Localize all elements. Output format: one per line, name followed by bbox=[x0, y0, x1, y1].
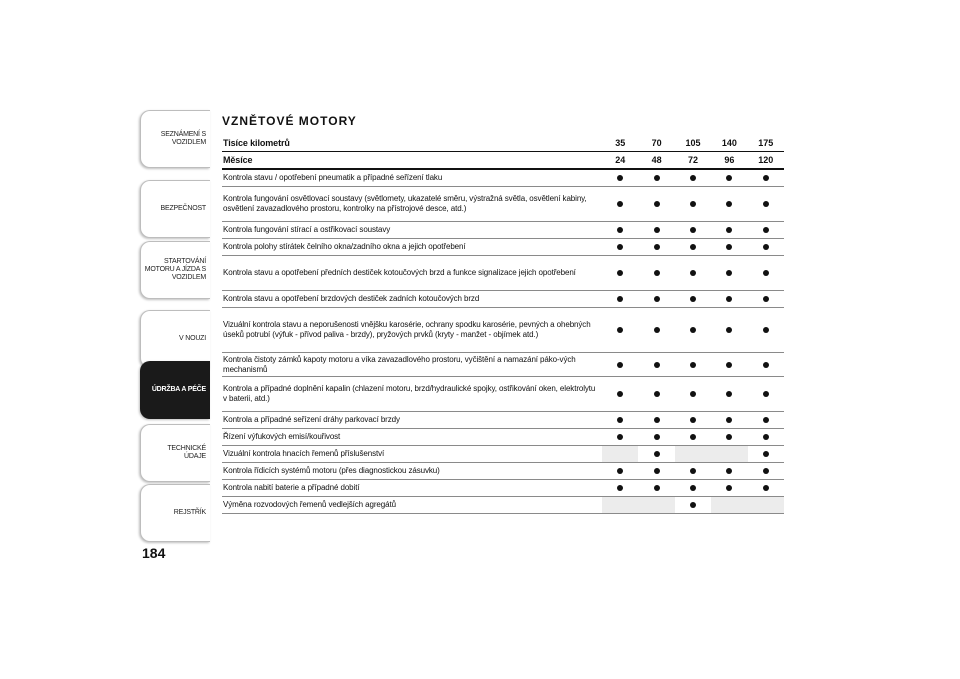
table-header-months bbox=[222, 152, 784, 170]
interval-cell bbox=[711, 239, 747, 255]
nav-tab-label: ÚDRŽBA A PÉČE bbox=[151, 386, 206, 393]
interval-cell bbox=[638, 377, 674, 411]
check-dot-icon bbox=[726, 175, 732, 181]
interval-cell bbox=[602, 308, 638, 352]
check-dot-icon bbox=[690, 362, 696, 368]
interval-cell bbox=[602, 446, 638, 462]
months-value: 96 bbox=[724, 155, 735, 165]
check-dot-icon bbox=[726, 391, 732, 397]
table-row bbox=[222, 463, 784, 480]
interval-cell bbox=[675, 256, 711, 290]
nav-tab-6[interactable] bbox=[140, 484, 210, 542]
row-description: Kontrola fungování stírací a ostřikovací soustavy bbox=[223, 225, 391, 234]
interval-cell bbox=[602, 480, 638, 496]
check-dot-icon bbox=[763, 391, 769, 397]
row-description: Kontrola čistoty zámků kapoty motoru a víka zavazadlového prostoru, vyčištění a namazání páko-vých mechanismů bbox=[223, 354, 576, 374]
check-dot-icon bbox=[763, 468, 769, 474]
nav-tab-label: STARTOVÁNÍ MOTORU A JÍZDA S VOZIDLEM bbox=[144, 258, 206, 281]
interval-cell bbox=[711, 463, 747, 479]
row-description: Řízení výfukových emisí/kouřivost bbox=[223, 432, 341, 441]
interval-cell bbox=[638, 463, 674, 479]
months-value: 48 bbox=[651, 155, 662, 165]
nav-tab-4[interactable] bbox=[140, 361, 210, 419]
section-title: VZNĚTOVÉ MOTORY bbox=[222, 114, 357, 128]
interval-cell bbox=[675, 446, 711, 462]
table-row bbox=[222, 429, 784, 446]
interval-cell bbox=[638, 239, 674, 255]
check-dot-icon bbox=[617, 434, 623, 440]
interval-cell bbox=[748, 429, 784, 445]
table-row bbox=[222, 497, 784, 514]
check-dot-icon bbox=[726, 327, 732, 333]
table-row bbox=[222, 412, 784, 429]
months-value: 72 bbox=[688, 155, 699, 165]
interval-cell bbox=[638, 170, 674, 186]
interval-cell bbox=[748, 412, 784, 428]
km-value: 35 bbox=[615, 137, 626, 148]
check-dot-icon bbox=[654, 270, 660, 276]
interval-cell bbox=[711, 412, 747, 428]
nav-tab-label: REJSTŘÍK bbox=[173, 509, 206, 516]
interval-cell bbox=[638, 412, 674, 428]
check-dot-icon bbox=[690, 417, 696, 423]
interval-cell bbox=[711, 308, 747, 352]
km-value: 140 bbox=[721, 137, 737, 148]
interval-cell bbox=[748, 170, 784, 186]
nav-tab-1[interactable] bbox=[140, 180, 210, 238]
check-dot-icon bbox=[690, 502, 696, 508]
check-dot-icon bbox=[654, 434, 660, 440]
check-dot-icon bbox=[763, 434, 769, 440]
check-dot-icon bbox=[654, 296, 660, 302]
check-dot-icon bbox=[726, 296, 732, 302]
row-description: Kontrola fungování osvětlovací soustavy (světlomety, ukazatelé směru, výstražná světla, osvětlení kabiny, osvětlení zavazadlového prostoru, kontrolky na přístrojové desce, atd.) bbox=[223, 194, 587, 213]
interval-cell bbox=[748, 222, 784, 238]
table-row bbox=[222, 377, 784, 412]
check-dot-icon bbox=[726, 468, 732, 474]
table-row bbox=[222, 187, 784, 222]
interval-cell bbox=[638, 429, 674, 445]
interval-cell bbox=[638, 187, 674, 221]
interval-cell bbox=[748, 187, 784, 221]
maintenance-table bbox=[222, 134, 784, 514]
interval-cell bbox=[675, 170, 711, 186]
check-dot-icon bbox=[690, 327, 696, 333]
table-row bbox=[222, 222, 784, 239]
interval-cell bbox=[711, 377, 747, 411]
months-label: Měsíce bbox=[223, 155, 253, 165]
row-description: Kontrola stavu a opotřebení brzdových destiček zadních kotoučových brzd bbox=[223, 294, 480, 303]
km-label: Tisíce kilometrů bbox=[223, 137, 290, 148]
table-row bbox=[222, 291, 784, 308]
interval-cell bbox=[675, 291, 711, 307]
interval-cell bbox=[638, 308, 674, 352]
interval-cell bbox=[748, 480, 784, 496]
check-dot-icon bbox=[726, 485, 732, 491]
check-dot-icon bbox=[763, 175, 769, 181]
row-description: Kontrola stavu a opotřebení předních destiček kotoučových brzd a funkce signalizace jejich opotřebení bbox=[223, 268, 576, 277]
check-dot-icon bbox=[654, 175, 660, 181]
check-dot-icon bbox=[617, 417, 623, 423]
interval-cell bbox=[748, 308, 784, 352]
nav-tab-label: V NOUZI bbox=[179, 335, 206, 342]
check-dot-icon bbox=[654, 485, 660, 491]
check-dot-icon bbox=[617, 327, 623, 333]
check-dot-icon bbox=[654, 391, 660, 397]
row-description: Výměna rozvodových řemenů vedlejších agregátů bbox=[223, 500, 396, 509]
interval-cell bbox=[638, 480, 674, 496]
check-dot-icon bbox=[617, 175, 623, 181]
interval-cell bbox=[711, 187, 747, 221]
check-dot-icon bbox=[763, 451, 769, 457]
nav-tab-2[interactable] bbox=[140, 241, 210, 299]
interval-cell bbox=[711, 353, 747, 376]
interval-cell bbox=[748, 446, 784, 462]
page-number: 184 bbox=[142, 545, 166, 561]
table-header-km bbox=[222, 134, 784, 152]
nav-tab-label: TECHNICKÉ ÚDAJE bbox=[167, 445, 206, 460]
row-description: Kontrola a případné seřízení dráhy parkovací brzdy bbox=[223, 415, 400, 424]
interval-cell bbox=[602, 463, 638, 479]
table-row bbox=[222, 170, 784, 187]
check-dot-icon bbox=[726, 227, 732, 233]
check-dot-icon bbox=[654, 417, 660, 423]
check-dot-icon bbox=[654, 244, 660, 250]
interval-cell bbox=[748, 497, 784, 513]
months-value: 24 bbox=[615, 155, 626, 165]
interval-cell bbox=[675, 308, 711, 352]
check-dot-icon bbox=[726, 362, 732, 368]
row-description: Kontrola řídicích systémů motoru (přes diagnostickou zásuvku) bbox=[223, 466, 440, 475]
check-dot-icon bbox=[654, 227, 660, 233]
interval-cell bbox=[675, 412, 711, 428]
check-dot-icon bbox=[763, 244, 769, 250]
table-row bbox=[222, 308, 784, 353]
interval-cell bbox=[602, 170, 638, 186]
interval-cell bbox=[602, 429, 638, 445]
check-dot-icon bbox=[690, 270, 696, 276]
interval-cell bbox=[602, 353, 638, 376]
interval-cell bbox=[711, 222, 747, 238]
row-description: Kontrola nabití baterie a případné dobití bbox=[223, 483, 360, 492]
interval-cell bbox=[602, 291, 638, 307]
nav-tab-0[interactable] bbox=[140, 110, 210, 168]
check-dot-icon bbox=[763, 201, 769, 207]
interval-cell bbox=[638, 291, 674, 307]
check-dot-icon bbox=[654, 201, 660, 207]
interval-cell bbox=[711, 256, 747, 290]
interval-cell bbox=[711, 291, 747, 307]
interval-cell bbox=[602, 412, 638, 428]
interval-cell bbox=[675, 429, 711, 445]
check-dot-icon bbox=[763, 296, 769, 302]
check-dot-icon bbox=[617, 270, 623, 276]
check-dot-icon bbox=[654, 451, 660, 457]
check-dot-icon bbox=[654, 468, 660, 474]
interval-cell bbox=[602, 377, 638, 411]
nav-tab-label: BEZPEČNOST bbox=[160, 205, 206, 212]
interval-cell bbox=[638, 222, 674, 238]
interval-cell bbox=[748, 353, 784, 376]
row-description: Vizuální kontrola stavu a neporušenosti vnějšku karosérie, ochrany spodku karosérie, pevných a ohebných úseků potrubí (výfuk - přívod paliva - brzdy), pryžových prvků (kryty - manžet - objímek atd.) bbox=[223, 320, 591, 339]
table-row bbox=[222, 256, 784, 291]
interval-cell bbox=[675, 222, 711, 238]
check-dot-icon bbox=[690, 468, 696, 474]
interval-cell bbox=[748, 239, 784, 255]
check-dot-icon bbox=[763, 327, 769, 333]
interval-cell bbox=[602, 497, 638, 513]
check-dot-icon bbox=[690, 175, 696, 181]
row-description: Vizuální kontrola hnacích řemenů příslušenství bbox=[223, 449, 385, 458]
check-dot-icon bbox=[690, 485, 696, 491]
interval-cell bbox=[711, 497, 747, 513]
table-row bbox=[222, 446, 784, 463]
interval-cell bbox=[675, 497, 711, 513]
check-dot-icon bbox=[690, 244, 696, 250]
check-dot-icon bbox=[617, 468, 623, 474]
check-dot-icon bbox=[690, 391, 696, 397]
interval-cell bbox=[711, 480, 747, 496]
interval-cell bbox=[638, 353, 674, 376]
check-dot-icon bbox=[763, 270, 769, 276]
interval-cell bbox=[638, 497, 674, 513]
check-dot-icon bbox=[617, 244, 623, 250]
check-dot-icon bbox=[763, 362, 769, 368]
check-dot-icon bbox=[617, 296, 623, 302]
table-row bbox=[222, 239, 784, 256]
interval-cell bbox=[711, 170, 747, 186]
row-description: Kontrola stavu / opotřebení pneumatik a případné seřízení tlaku bbox=[223, 173, 443, 182]
check-dot-icon bbox=[617, 201, 623, 207]
interval-cell bbox=[638, 256, 674, 290]
check-dot-icon bbox=[690, 296, 696, 302]
interval-cell bbox=[711, 446, 747, 462]
interval-cell bbox=[711, 429, 747, 445]
check-dot-icon bbox=[726, 244, 732, 250]
interval-cell bbox=[748, 291, 784, 307]
km-value: 70 bbox=[651, 137, 662, 148]
interval-cell bbox=[748, 463, 784, 479]
check-dot-icon bbox=[726, 201, 732, 207]
check-dot-icon bbox=[690, 434, 696, 440]
check-dot-icon bbox=[654, 362, 660, 368]
check-dot-icon bbox=[617, 362, 623, 368]
table-row bbox=[222, 480, 784, 497]
interval-cell bbox=[675, 377, 711, 411]
check-dot-icon bbox=[726, 417, 732, 423]
row-description: Kontrola a případné doplnění kapalin (chlazení motoru, brzd/hydraulické spojky, ostřikování oken, elektrolytu v baterii, atd.) bbox=[223, 384, 596, 403]
table-row bbox=[222, 353, 784, 377]
km-value: 175 bbox=[758, 137, 774, 148]
interval-cell bbox=[675, 239, 711, 255]
nav-tab-5[interactable] bbox=[140, 424, 210, 482]
months-value: 120 bbox=[758, 155, 774, 165]
check-dot-icon bbox=[726, 270, 732, 276]
interval-cell bbox=[675, 480, 711, 496]
interval-cell bbox=[748, 256, 784, 290]
interval-cell bbox=[675, 463, 711, 479]
nav-tab-3[interactable] bbox=[140, 310, 210, 368]
check-dot-icon bbox=[763, 227, 769, 233]
interval-cell bbox=[602, 256, 638, 290]
row-description: Kontrola polohy stírátek čelního okna/zadního okna a jejich opotřebení bbox=[223, 242, 466, 251]
check-dot-icon bbox=[763, 485, 769, 491]
check-dot-icon bbox=[763, 417, 769, 423]
nav-tab-label: SEZNÁMENÍ S VOZIDLEM bbox=[160, 131, 206, 146]
interval-cell bbox=[602, 239, 638, 255]
check-dot-icon bbox=[690, 227, 696, 233]
check-dot-icon bbox=[690, 201, 696, 207]
interval-cell bbox=[675, 187, 711, 221]
check-dot-icon bbox=[617, 391, 623, 397]
check-dot-icon bbox=[726, 434, 732, 440]
interval-cell bbox=[638, 446, 674, 462]
check-dot-icon bbox=[617, 485, 623, 491]
check-dot-icon bbox=[617, 227, 623, 233]
interval-cell bbox=[675, 353, 711, 376]
interval-cell bbox=[602, 222, 638, 238]
km-value: 105 bbox=[685, 137, 701, 148]
interval-cell bbox=[748, 377, 784, 411]
interval-cell bbox=[602, 187, 638, 221]
check-dot-icon bbox=[654, 327, 660, 333]
